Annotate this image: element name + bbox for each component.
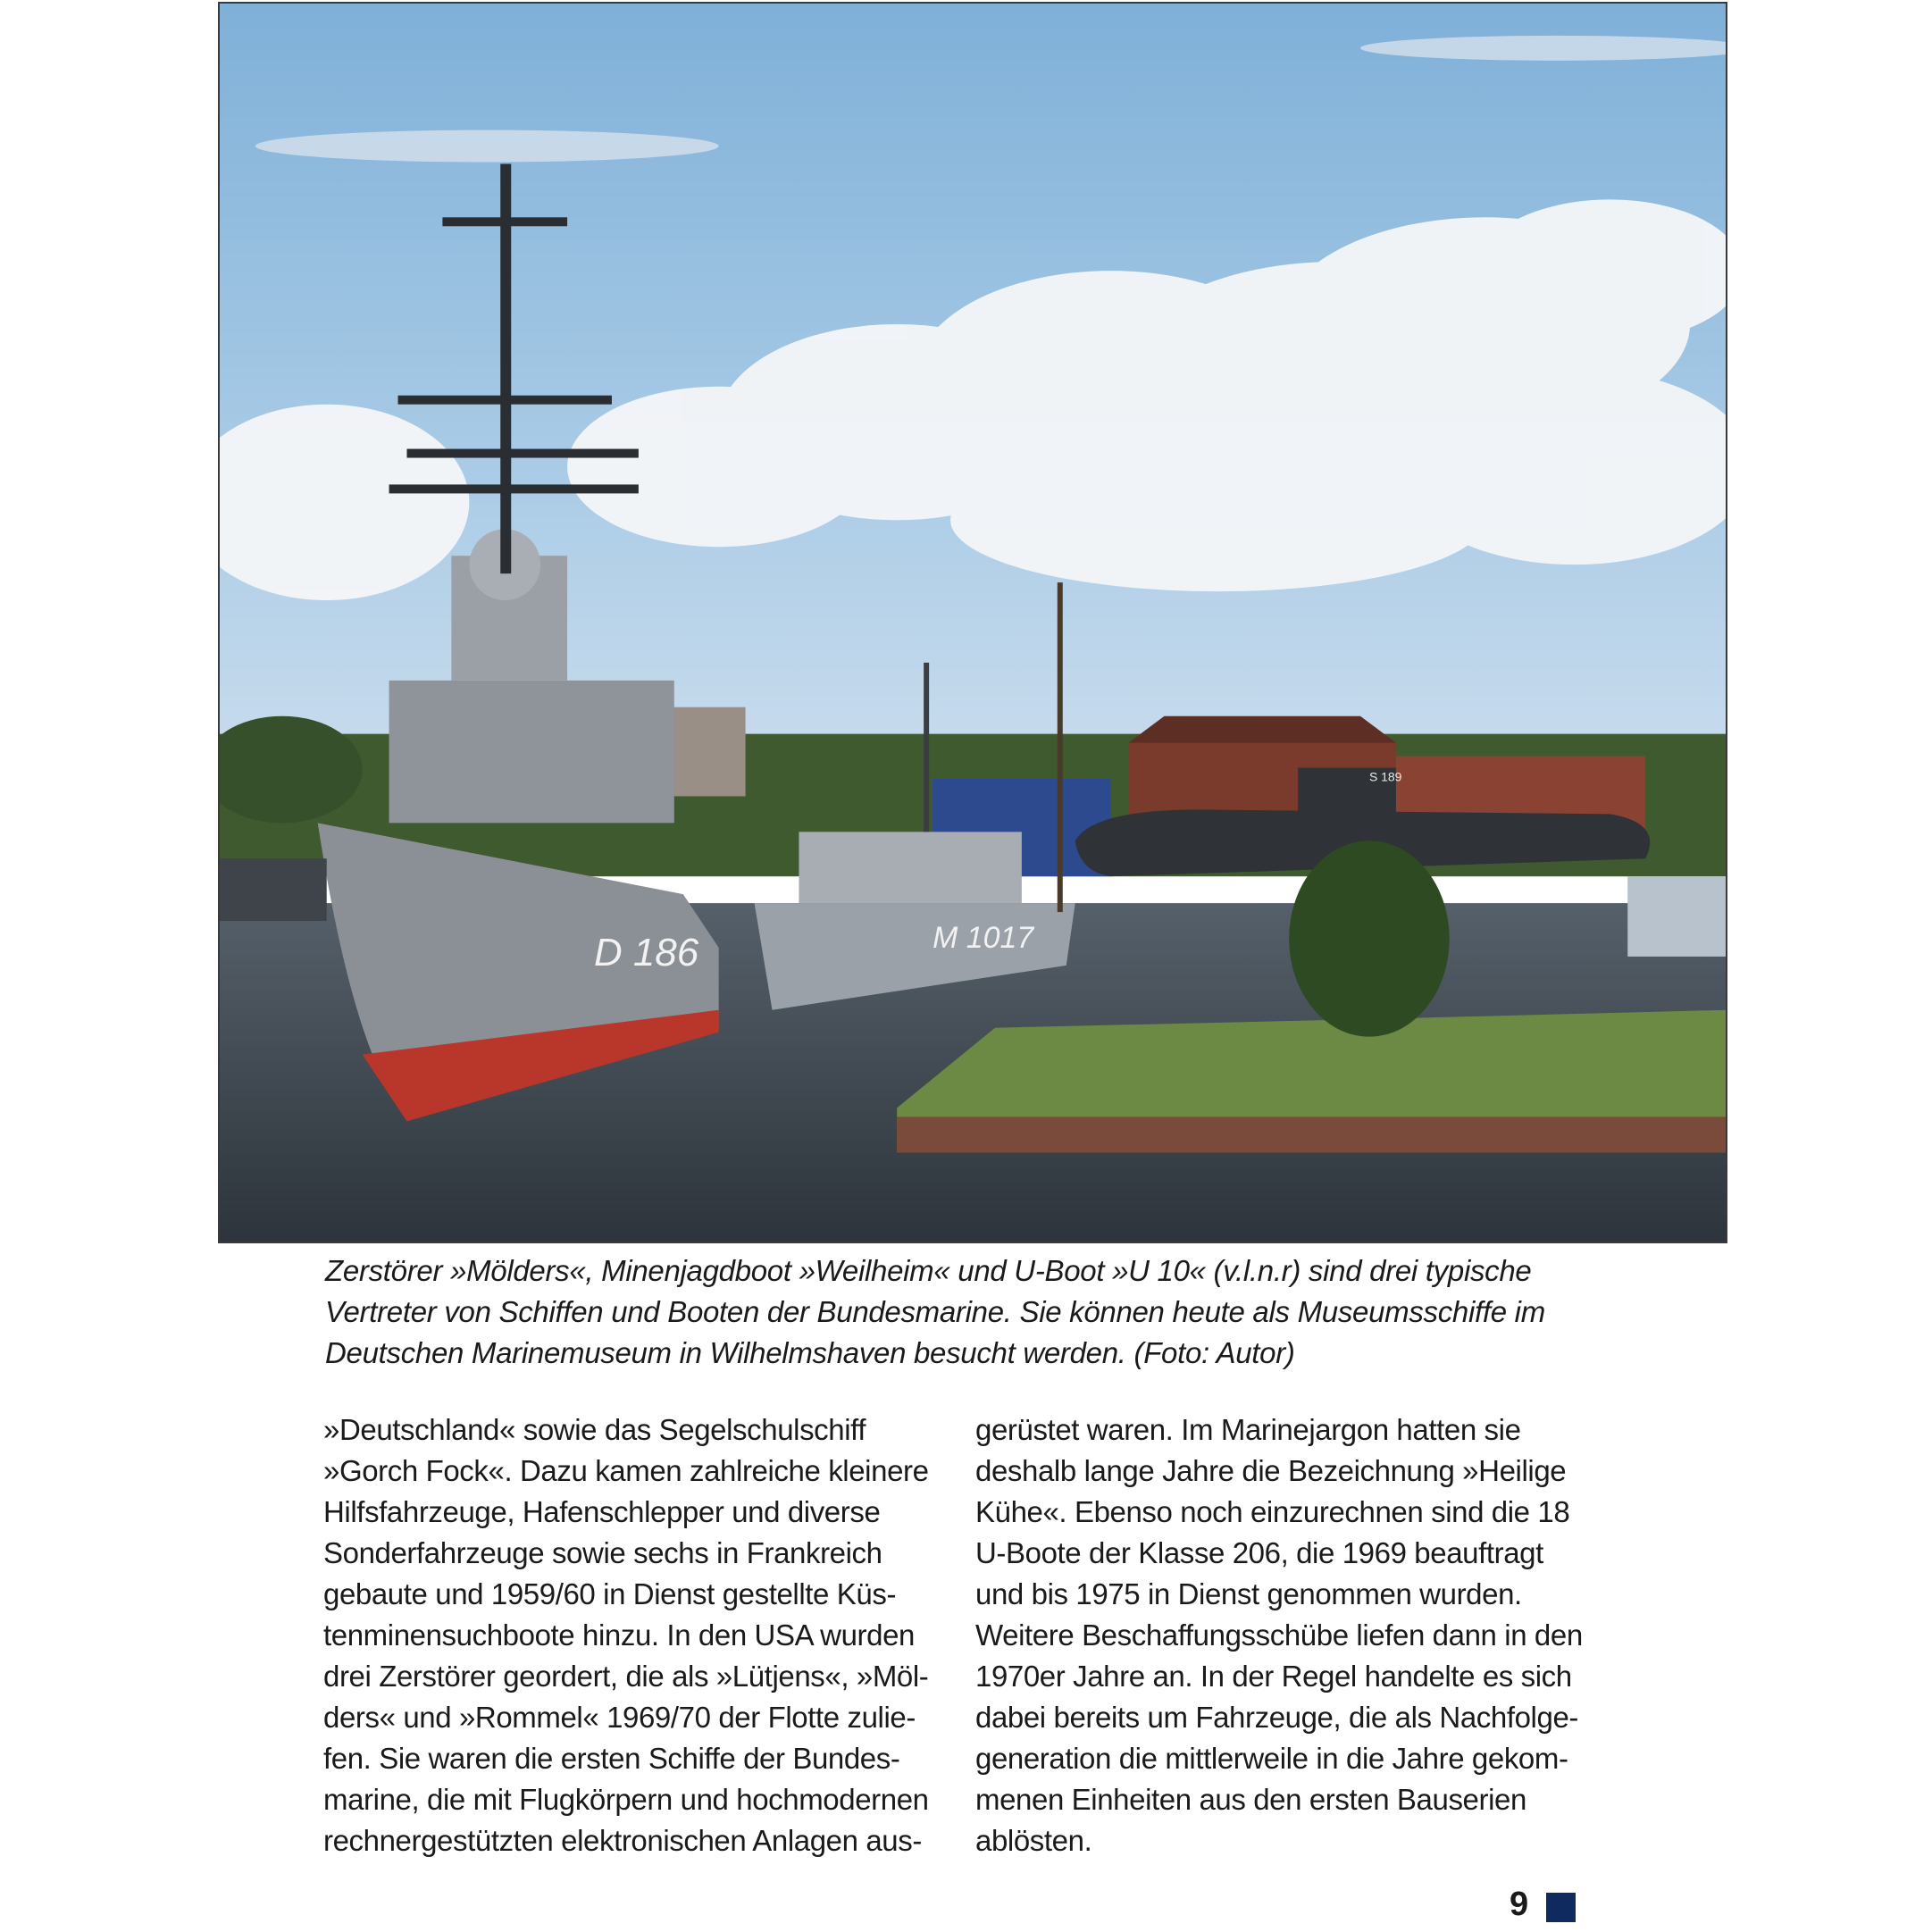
page-marker-square bbox=[1546, 1893, 1576, 1922]
submarine-hull-number: S 189 bbox=[1368, 769, 1402, 784]
body-line: ders« und »Rommel« 1969/70 der Flotte zulie- bbox=[323, 1701, 916, 1734]
body-line: drei Zerstörer geordert, die als »Lütjens«, »Möl- bbox=[323, 1660, 929, 1693]
body-line: menen Einheiten aus den ersten Bauserien bbox=[975, 1783, 1526, 1816]
figure-caption bbox=[325, 1250, 1545, 1374]
body-line: gerüstet waren. Im Marinejargon hatten sie bbox=[975, 1413, 1521, 1446]
body-line: marine, die mit Flugkörpern und hochmodernen bbox=[323, 1783, 929, 1816]
body-line: Hilfsfahrzeuge, Hafenschlepper und diverse bbox=[323, 1495, 881, 1528]
caption-line: Zerstörer »Mölders«, Minenjagdboot »Weilheim« und U-Boot »U 10« (v.l.n.r) sind drei typische bbox=[325, 1254, 1532, 1287]
body-line: deshalb lange Jahre die Bezeichnung »Heilige bbox=[975, 1454, 1567, 1487]
body-line: U-Boote der Klasse 206, die 1969 beauftragt bbox=[975, 1536, 1543, 1569]
body-line: tenminensuchboote hinzu. In den USA wurden bbox=[323, 1618, 915, 1652]
body-line: »Gorch Fock«. Dazu kamen zahlreiche kleinere bbox=[323, 1454, 929, 1487]
harbor-photo bbox=[218, 2, 1727, 1243]
body-line: Kühe«. Ebenso noch einzurechnen sind die 18 bbox=[975, 1495, 1570, 1528]
body-line: Sonderfahrzeuge sowie sechs in Frankreich bbox=[323, 1536, 882, 1569]
harbor-photo-illustration bbox=[220, 4, 1726, 1242]
body-line: 1970er Jahre an. In der Regel handelte es sich bbox=[975, 1660, 1572, 1693]
body-line: gebaute und 1959/60 in Dienst gestellte Küs- bbox=[323, 1577, 897, 1610]
destroyer-hull-number: D 186 bbox=[594, 930, 699, 974]
caption-line: Vertreter von Schiffen und Booten der Bundesmarine. Sie können heute als Museumsschiffe im bbox=[325, 1295, 1545, 1328]
body-line: dabei bereits um Fahrzeuge, die als Nachfolge- bbox=[975, 1701, 1578, 1734]
minehunter-hull-number: M 1017 bbox=[933, 920, 1034, 955]
body-line: generation die mittlerweile in die Jahre gekom- bbox=[975, 1742, 1568, 1775]
body-column-left bbox=[323, 1409, 931, 1861]
body-line: Weitere Beschaffungsschübe liefen dann in den bbox=[975, 1618, 1583, 1652]
caption-line: Deutschen Marinemuseum in Wilhelmshaven besucht werden. (Foto: Autor) bbox=[325, 1336, 1295, 1369]
body-line: fen. Sie waren die ersten Schiffe der Bundes- bbox=[323, 1742, 900, 1775]
body-column-right bbox=[975, 1409, 1583, 1861]
body-line: und bis 1975 in Dienst genommen wurden. bbox=[975, 1577, 1522, 1610]
body-line: »Deutschland« sowie das Segelschulschiff bbox=[323, 1413, 866, 1446]
body-line: ablösten. bbox=[975, 1824, 1092, 1857]
page-number: 9 bbox=[1510, 1886, 1529, 1923]
body-line: rechnergestützten elektronischen Anlagen aus- bbox=[323, 1824, 922, 1857]
